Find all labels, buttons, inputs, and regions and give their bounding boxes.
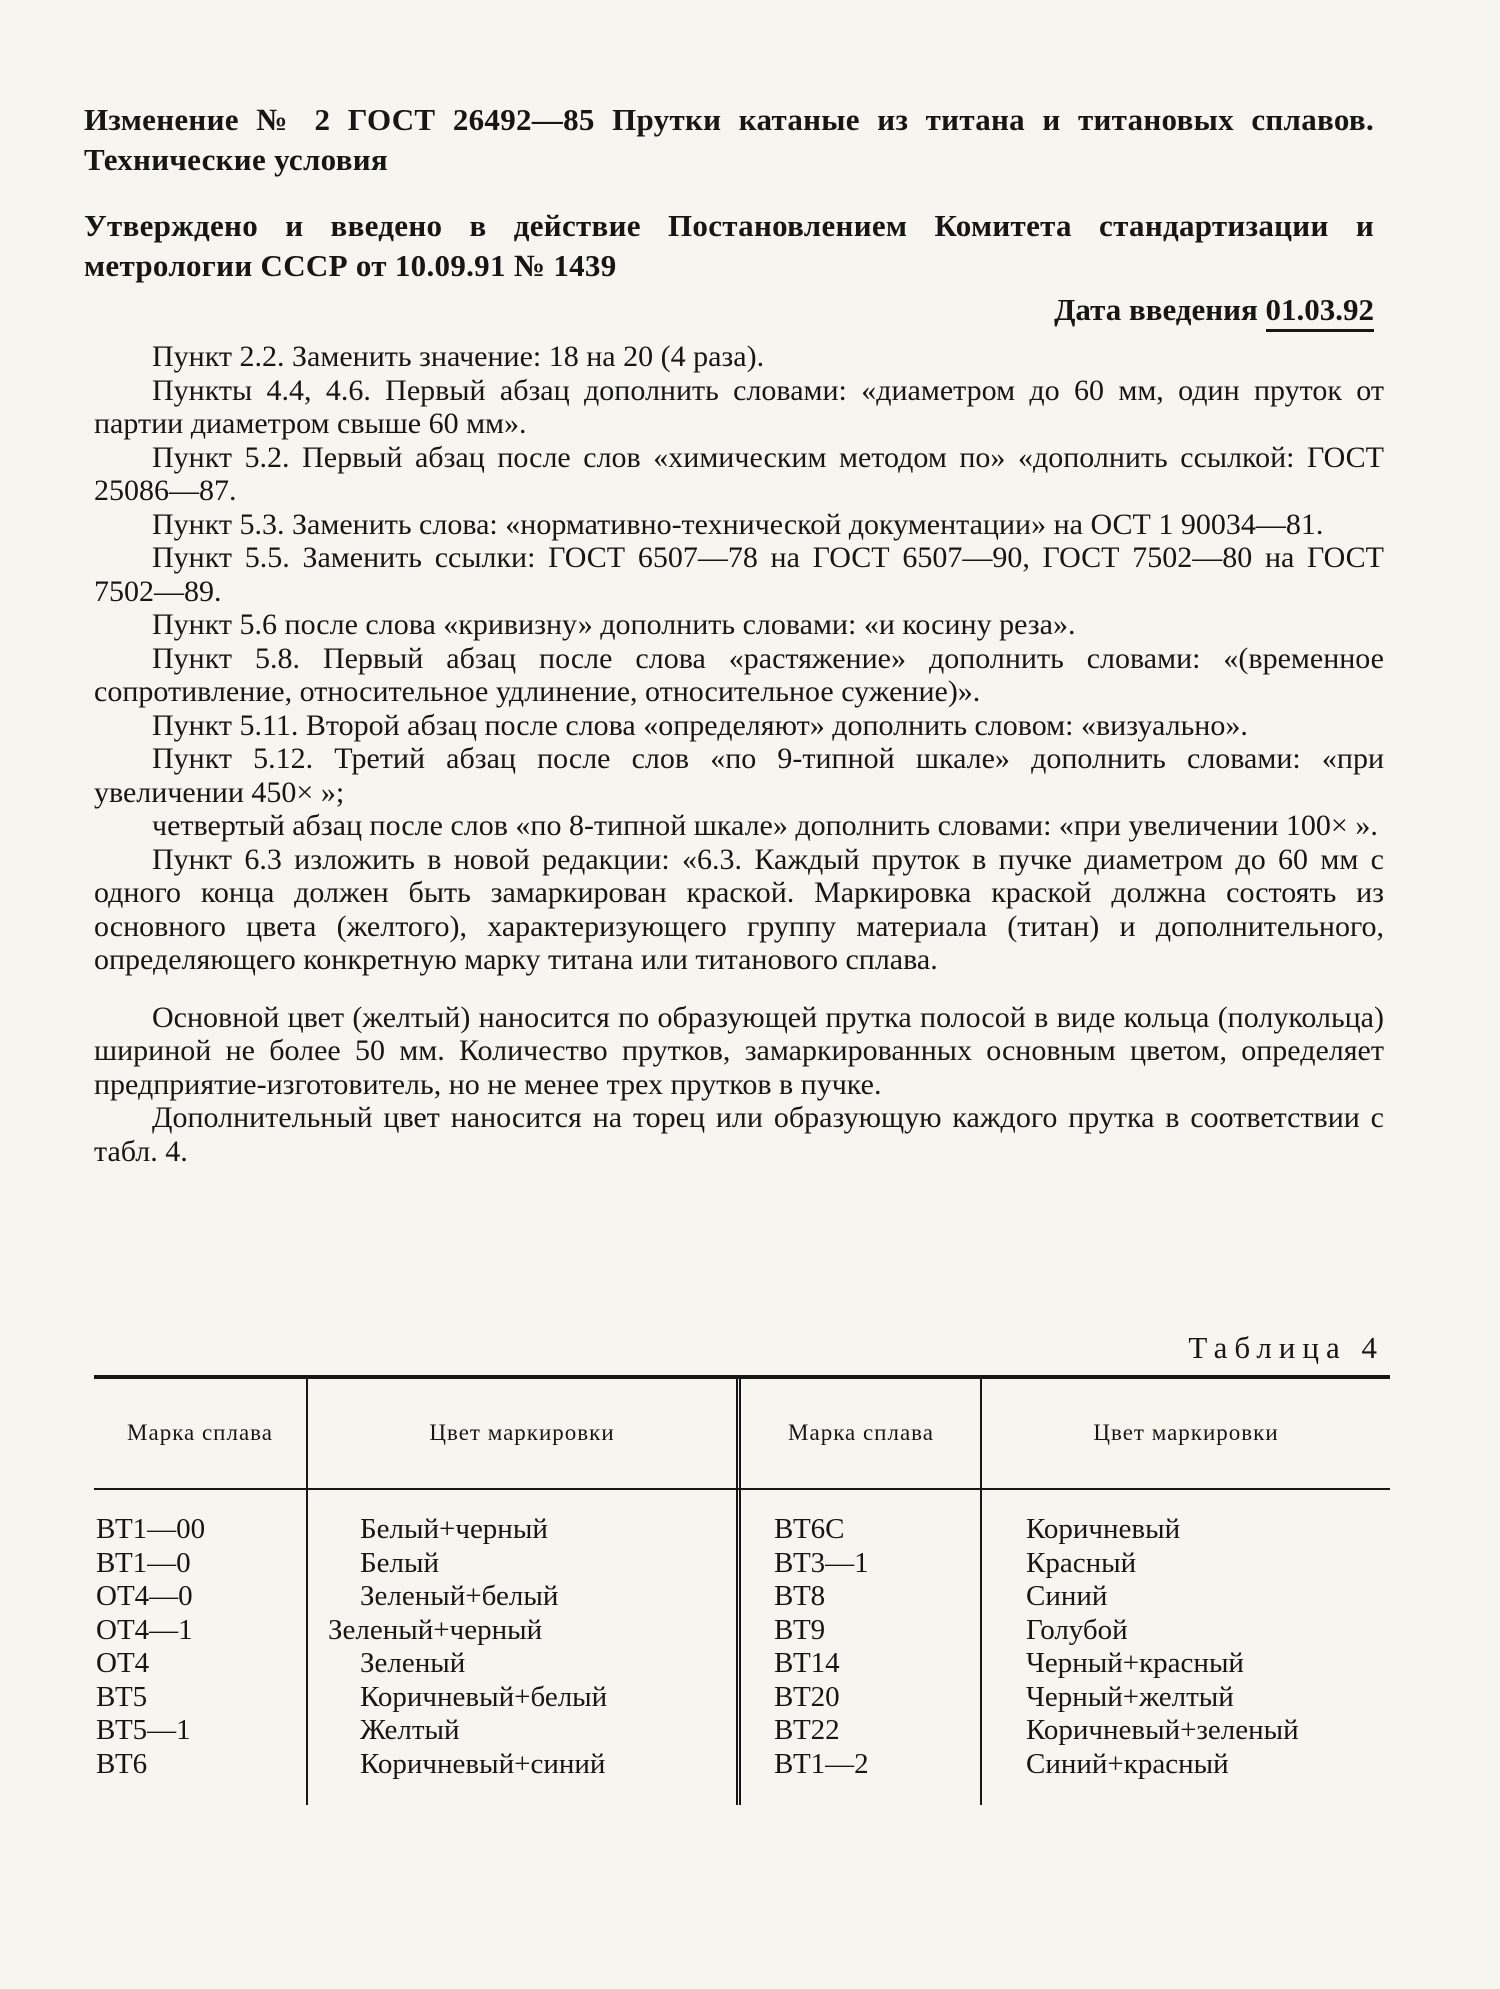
table-cell: ОТ4: [96, 1647, 150, 1679]
table-cell: ОТ4—0: [96, 1580, 193, 1612]
paragraph: Дополнительный цвет наносится на торец или образующую каждого прутка в соответствии с табл. 4.: [94, 1101, 1384, 1168]
table-cell: ВТ5—1: [96, 1714, 191, 1746]
table-cell: Синий: [1026, 1580, 1108, 1612]
table-cell: Черный+желтый: [1026, 1680, 1234, 1713]
table-cell: ВТ6: [96, 1747, 148, 1780]
paragraph: Пункт 5.5. Заменить ссылки: ГОСТ 6507—78 на ГОСТ 6507—90, ГОСТ 7502—80 на ГОСТ 7502—89.: [94, 541, 1384, 608]
table-cell: ОТ4—1: [96, 1613, 193, 1646]
table-cell: Коричневый+зеленый: [1026, 1714, 1299, 1746]
table-cell: ВТ9: [774, 1613, 826, 1646]
table-cell: Коричневый+белый: [360, 1680, 608, 1713]
left-color-column: [328, 1513, 607, 1781]
paragraph: четвертый абзац после слов «по 8-типной шкале» дополнить словами: «при увеличении 100× ».: [152, 809, 1378, 842]
left-grade-column: [96, 1513, 205, 1781]
table-header-rule: [94, 1488, 1390, 1490]
table-cell: Зеленый: [360, 1647, 466, 1679]
paragraph: Пункты 4.4, 4.6. Первый абзац дополнить словами: «диаметром до 60 мм, один пруток от партии диаметром свыше 60 мм».: [94, 373, 1384, 440]
right-color-column: [1026, 1513, 1299, 1781]
effective-date-label: Дата введения: [1054, 292, 1258, 327]
paragraph: Пункт 5.12. Третий абзац после слов «по 9-типной шкале» дополнить словами: «при увеличении 450× »;: [94, 742, 1384, 809]
effective-date-value: 01.03.92: [1266, 292, 1375, 332]
table-caption: Таблица 4: [1188, 1330, 1384, 1365]
table-cell: ВТ22: [774, 1714, 840, 1746]
header-cell-color: Цвет маркировки: [429, 1420, 615, 1445]
table-cell: ВТ1—00: [96, 1513, 206, 1545]
table-cell: Желтый: [360, 1714, 460, 1746]
table-cell: ВТ6С: [774, 1513, 845, 1545]
effective-date: [84, 290, 1374, 330]
document-body: [94, 340, 1384, 1168]
paragraph: Пункт 6.3 изложить в новой редакции: «6.3. Каждый пруток в пучке диаметром до 60 мм с одного конца должен быть замаркирован краской. Маркировка краской должна состоять из основного цвета (желтого), характеризующего группу материала (титан) и дополнительного, определяющего конкретную марку титана или титанового сплава.: [94, 842, 1384, 976]
table-cell: Черный+красный: [1026, 1647, 1244, 1679]
table-top-rule: [94, 1375, 1390, 1379]
table-cell: ВТ20: [774, 1680, 840, 1713]
table-cell: Синий+красный: [1026, 1747, 1229, 1780]
paragraph: Основной цвет (желтый) наносится по образующей прутка полосой в виде кольца (полукольца) шириной не более 50 мм. Количество прутков, замаркированных основным цветом, определяет предприятие-изготовитель, но не менее трех прутков в пучке.: [94, 1000, 1384, 1101]
paragraph: Пункт 5.2. Первый абзац после слов «химическим методом по» «дополнить ссылкой: ГОСТ 25086—87.: [94, 440, 1384, 507]
paragraph: Пункт 5.6 после слова «кривизну» дополнить словами: «и косину реза».: [152, 608, 1076, 641]
header-cell-grade: Марка сплава: [127, 1420, 273, 1445]
table-cell: ВТ14: [774, 1647, 840, 1679]
right-grade-column: [774, 1513, 869, 1781]
table-cell: Зеленый+черный: [328, 1613, 543, 1646]
header-cell-color: Цвет маркировки: [1093, 1420, 1279, 1445]
table-cell: Коричневый: [1026, 1513, 1181, 1545]
table-cell: ВТ3—1: [774, 1546, 869, 1579]
table-cell: ВТ8: [774, 1580, 826, 1612]
table-cell: Белый+черный: [360, 1513, 548, 1545]
marking-table: [94, 1375, 1390, 1805]
paragraph: Пункт 5.11. Второй абзац после слова «определяют» дополнить словом: «визуально».: [152, 708, 1248, 742]
column-divider-double: [736, 1377, 741, 1805]
table-cell: Зеленый+белый: [360, 1580, 559, 1612]
table-cell: Белый: [360, 1546, 439, 1579]
header-cell-grade: Марка сплава: [788, 1420, 934, 1445]
approval-statement: Утверждено и введено в действие Постановлением Комитета стандартизации и метрологии СССР от 10.09.91 № 1439: [84, 208, 1374, 283]
table-cell: Красный: [1026, 1546, 1137, 1579]
paragraph: Пункт 2.2. Заменить значение: 18 на 20 (4 раза).: [152, 340, 765, 373]
table-cell: ВТ1—0: [96, 1546, 191, 1579]
paragraph: Пункт 5.8. Первый абзац после слова «растяжение» дополнить словами: «(временное сопротивление, относительное удлинение, относительное сужение)».: [94, 641, 1384, 708]
table-cell: ВТ1—2: [774, 1747, 869, 1780]
document-title: Изменение № 2 ГОСТ 26492—85 Прутки катаные из титана и титановых сплавов. Технические условия: [84, 102, 1374, 177]
table-cell: Коричневый+синий: [360, 1747, 606, 1780]
table-cell: Голубой: [1026, 1613, 1128, 1646]
paragraph: Пункт 5.3. Заменить слова: «нормативно-технической документации» на ОСТ 1 90034—81.: [152, 507, 1324, 541]
table-cell: ВТ5: [96, 1680, 148, 1713]
document-header: [84, 100, 1374, 330]
